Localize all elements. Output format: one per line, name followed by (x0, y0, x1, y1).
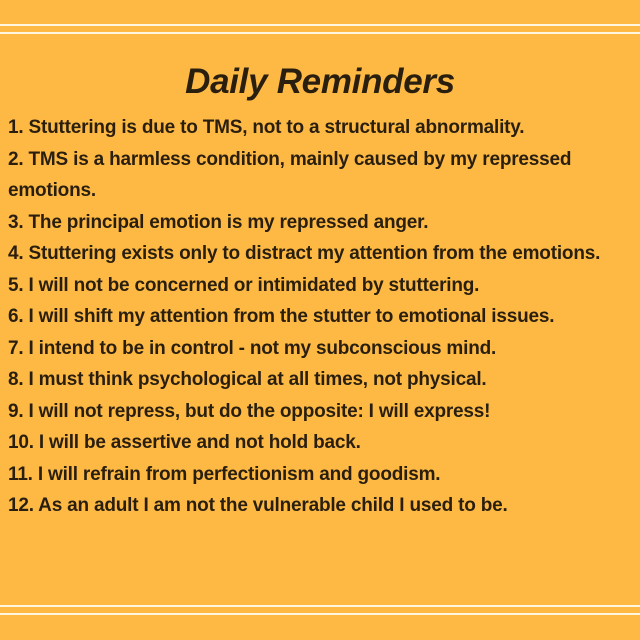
list-item: 10. I will be assertive and not hold back. (8, 432, 361, 453)
list-item: 8. I must think psychological at all times, not physical. (8, 369, 487, 390)
list-item: 7. I intend to be in control - not my subconscious mind. (8, 337, 497, 359)
list-item: 2. TMS is a harmless condition, mainly caused by my repressed emotions. (8, 148, 572, 201)
top-divider-outer (0, 24, 640, 26)
bottom-divider-inner (0, 613, 640, 615)
list-item: 4. Stuttering exists only to distract my attention from the emotions. (8, 243, 601, 264)
list-item: 1. Stuttering is due to TMS, not to a structural abnormality. (8, 117, 525, 138)
list-item: 12. As an adult I am not the vulnerable child I used to be. (8, 495, 508, 516)
top-divider-inner (0, 32, 640, 34)
reminder-list (8, 112, 636, 522)
bottom-divider-outer (0, 605, 640, 607)
page-title: Daily Reminders (185, 62, 455, 101)
list-item: 5. I will not be concerned or intimidated by stuttering. (8, 274, 480, 296)
list-item: 9. I will not repress, but do the opposite: I will express! (8, 400, 491, 422)
list-item: 11. I will refrain from perfectionism and goodism. (8, 463, 441, 485)
list-item: 3. The principal emotion is my repressed anger. (8, 211, 429, 233)
list-item: 6. I will shift my attention from the stutter to emotional issues. (8, 306, 555, 327)
